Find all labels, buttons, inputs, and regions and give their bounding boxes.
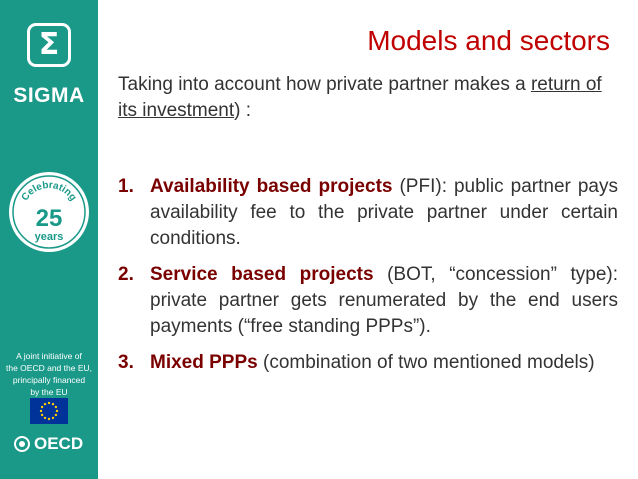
- eu-star-icon: [55, 406, 57, 408]
- eu-star-icon: [48, 418, 50, 420]
- initiative-line: by the EU: [30, 387, 68, 397]
- initiative-line: A joint initiative of: [16, 351, 82, 361]
- model-list: [118, 174, 618, 376]
- sigma-logo-icon: Σ: [27, 23, 71, 67]
- oecd-globe-icon: [14, 436, 30, 452]
- oecd-logo: [14, 435, 88, 457]
- item-text: (combination of two mentioned models): [257, 352, 595, 373]
- item-term: Mixed PPPs: [150, 352, 258, 373]
- eu-star-icon: [55, 414, 57, 416]
- list-item: [118, 262, 618, 340]
- intro-post: ) :: [234, 100, 252, 121]
- eu-star-icon: [48, 402, 50, 404]
- intro-text: [118, 72, 618, 124]
- eu-star-icon: [44, 417, 46, 419]
- eu-star-icon: [52, 417, 54, 419]
- anniversary-badge: [7, 170, 91, 254]
- list-item: [118, 350, 618, 376]
- eu-flag-icon: [30, 398, 68, 424]
- item-text: (PFI): public partner pays availability fee to the private partner under certain conditions.: [150, 176, 618, 249]
- initiative-note: [2, 350, 96, 398]
- item-term: Service based projects: [150, 264, 374, 285]
- eu-star-icon: [41, 406, 43, 408]
- item-number: 3.: [118, 352, 134, 373]
- item-text: (BOT, “concession” type): private partner gets renumerated by the end users payments (“free standing PPPs”).: [150, 264, 618, 337]
- item-number: 1.: [118, 176, 134, 197]
- badge-bottom-text: years: [34, 231, 64, 243]
- sidebar: [0, 0, 98, 479]
- oecd-wordmark: OECD: [34, 434, 84, 453]
- eu-star-icon: [41, 414, 43, 416]
- initiative-line: the OECD and the EU,: [6, 363, 92, 373]
- eu-star-icon: [56, 410, 58, 412]
- slide-title: Models and sectors: [367, 25, 610, 56]
- sigma-brand: SIGMA: [13, 84, 85, 107]
- badge-graphic-icon: [7, 170, 91, 254]
- initiative-line: principally financed: [12, 375, 86, 385]
- badge-number: 25: [35, 205, 63, 232]
- item-term: Availability based projects: [150, 176, 393, 197]
- intro-underlined: return of its investment: [118, 74, 602, 121]
- eu-star-icon: [44, 403, 46, 405]
- intro-pre: Taking into account how private partner makes a: [118, 74, 531, 95]
- eu-star-icon: [52, 403, 54, 405]
- eu-star-icon: [40, 410, 42, 412]
- badge-top-text: Celebrating: [19, 179, 79, 204]
- list-item: [118, 174, 618, 252]
- item-number: 2.: [118, 264, 134, 285]
